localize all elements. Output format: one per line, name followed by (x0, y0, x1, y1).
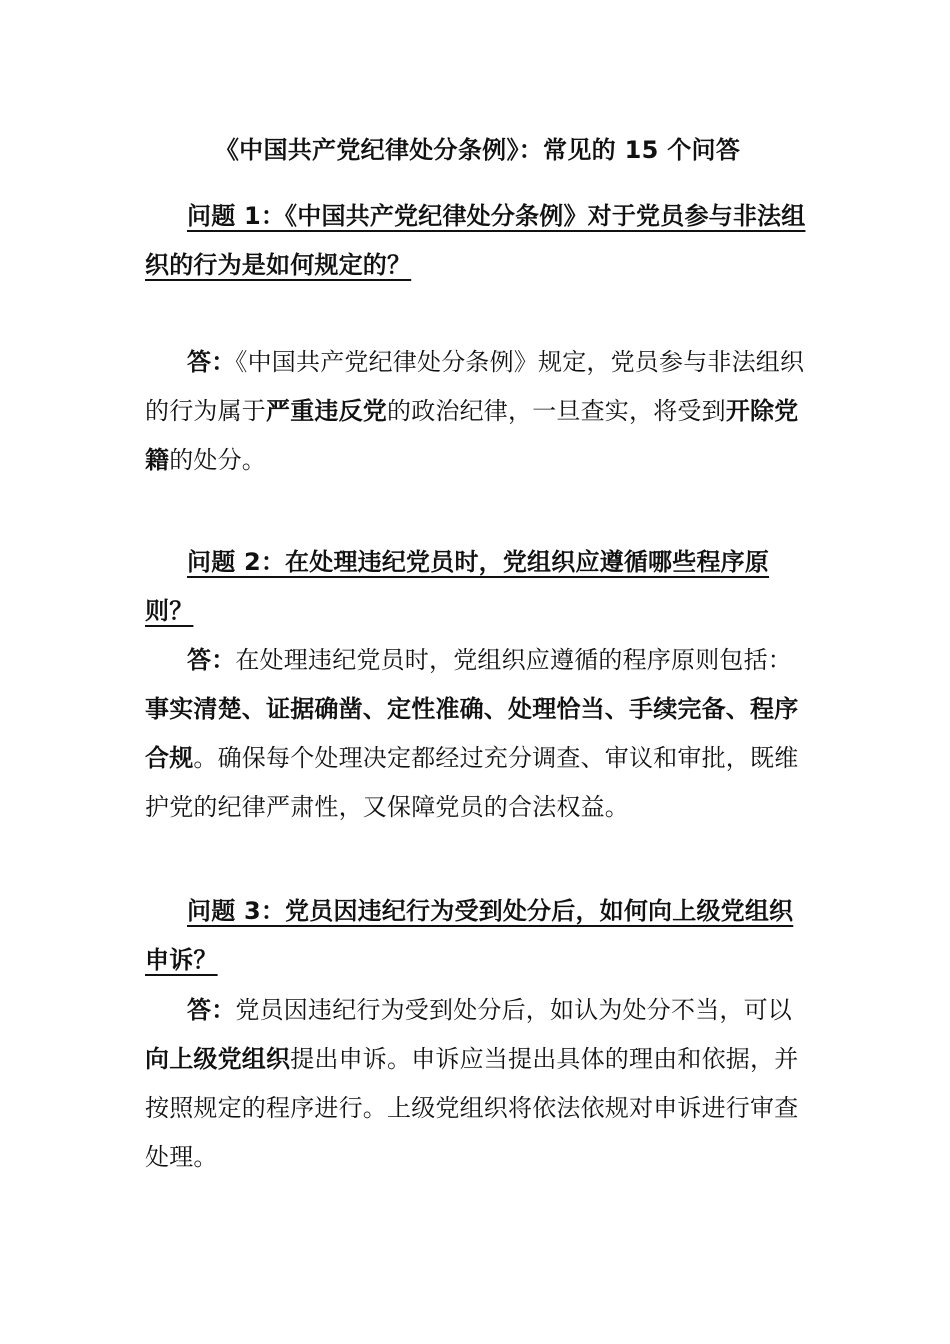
document-title: 《中国共产党纪律处分条例》：常见的 15 个问答 (214, 136, 741, 164)
answer-emphasis: 开除党籍 (145, 397, 799, 474)
answer-emphasis: 严重违反党 (266, 397, 387, 425)
answer-lead: 答： (187, 646, 236, 674)
answer-text: 的政治纪律，一旦查实，将受到 (387, 397, 726, 425)
question-3: 问题 3：党员因违纪行为受到处分后，如何向上级党组织申诉？ (145, 897, 794, 974)
answer-text: 提出申诉。申诉应当提出具体的理由和依据，并按照规定的程序进行。上级党组织将依法依规对申诉进行审查处理。 (145, 1045, 799, 1171)
answer-1 (145, 338, 810, 485)
answer-text: 的处分。 (169, 446, 267, 474)
answer-2 (145, 636, 810, 832)
question-1: 问题 1：《中国共产党纪律处分条例》对于党员参与非法组织的行为是如何规定的？ (145, 202, 806, 279)
answer-text: 《中国共产党纪律处分条例》规定，党员参与非法组织的行为属于 (145, 348, 805, 425)
answer-emphasis: 事实清楚、证据确凿、定性准确、处理恰当、手续完备、程序合规 (145, 695, 799, 772)
answer-text: 在处理违纪党员时，党组织应遵循的程序原则包括： (235, 646, 793, 674)
answer-lead: 答： (187, 348, 236, 376)
answer-emphasis: 向上级党组织 (145, 1045, 291, 1073)
answer-lead: 答： (187, 996, 236, 1024)
answer-text: 党员因违纪行为受到处分后，如认为处分不当，可以 (235, 996, 793, 1024)
answer-3 (145, 986, 810, 1182)
question-2: 问题 2：在处理违纪党员时，党组织应遵循哪些程序原则？ (145, 548, 770, 625)
answer-text: 。确保每个处理决定都经过充分调查、审议和审批，既维护党的纪律严肃性，又保障党员的合法权益。 (145, 744, 799, 821)
